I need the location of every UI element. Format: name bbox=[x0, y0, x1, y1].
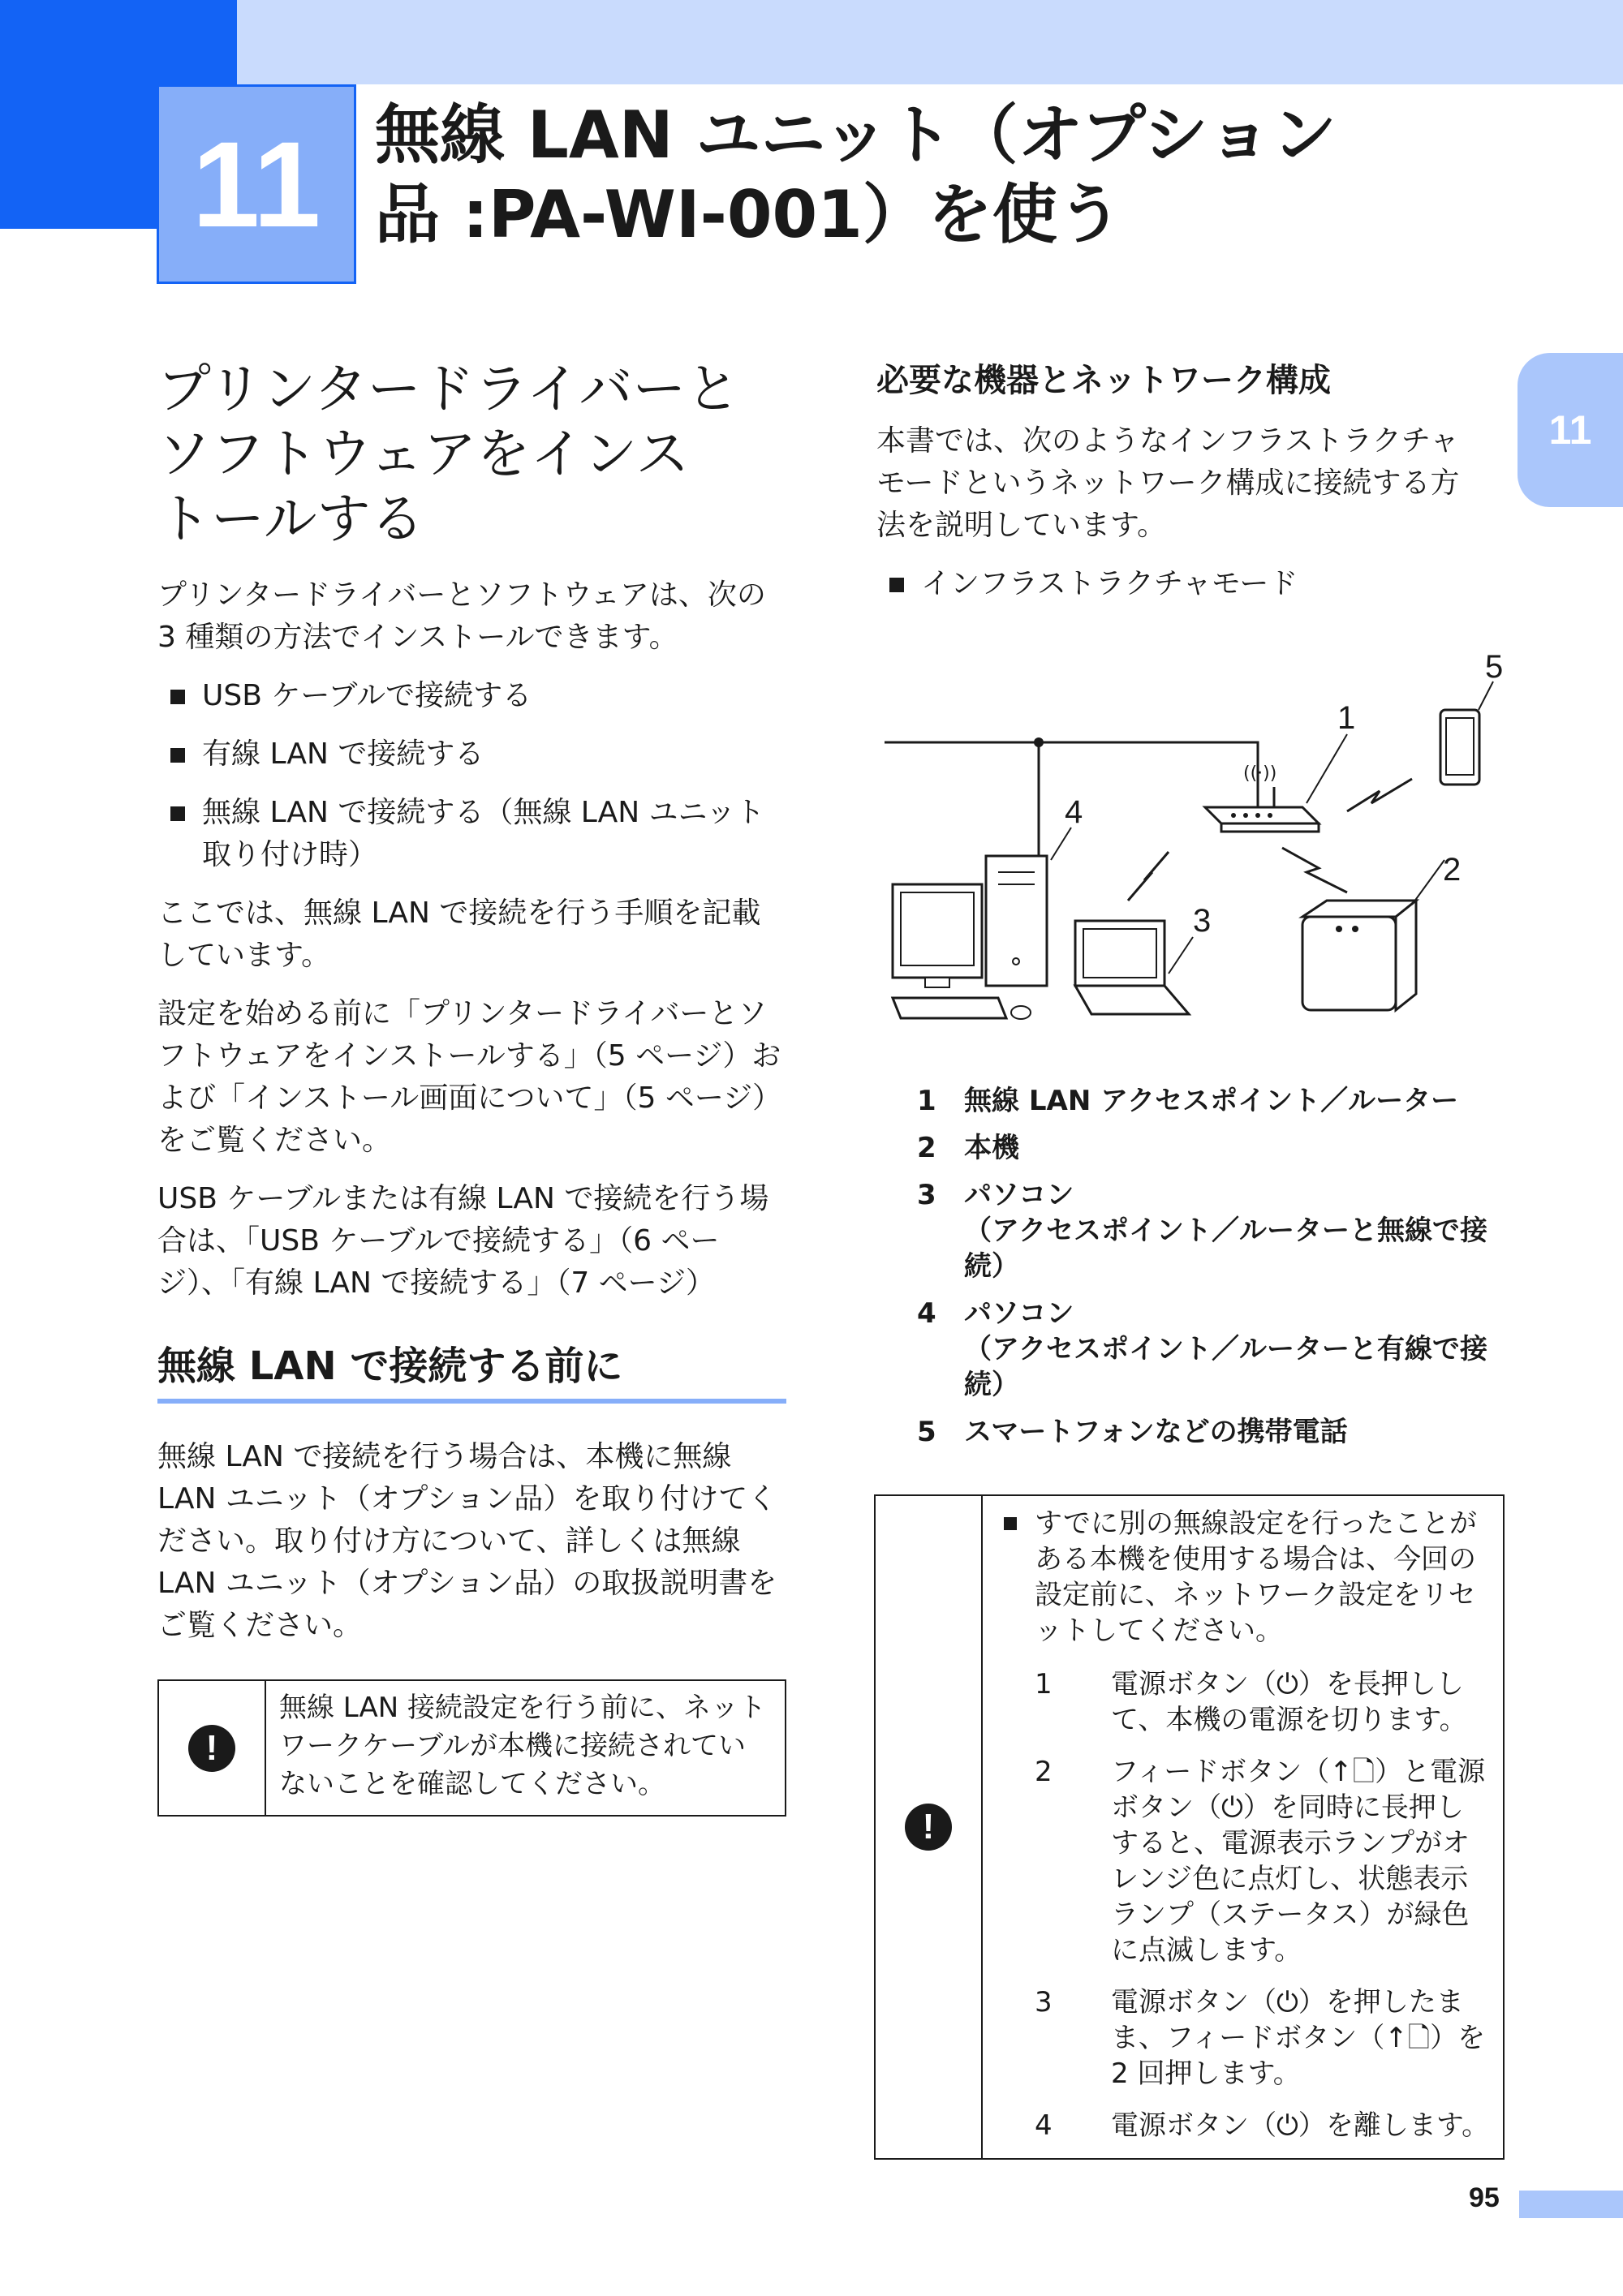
diagram-label: 5 bbox=[1485, 649, 1504, 685]
diagram-label: 4 bbox=[1065, 794, 1083, 830]
reset-step bbox=[1035, 2108, 1490, 2143]
network-diagram bbox=[876, 649, 1526, 1030]
wireless-signal-icon bbox=[1347, 779, 1412, 811]
step-number: 2 bbox=[1035, 1756, 1053, 1788]
diagram-legend bbox=[917, 1083, 1518, 1461]
chapter-title-line: 無線 LAN ユニット（オプション bbox=[375, 97, 1337, 173]
note-text: 無線 LAN 接続設定を行う前に、ネットワークケーブルが本機に接続されていないことを確認してください。 bbox=[265, 1680, 786, 1816]
list-item-text: 有線 LAN で接続する bbox=[202, 737, 484, 771]
legend-number: 2 bbox=[917, 1132, 936, 1164]
legend-number: 3 bbox=[917, 1179, 936, 1211]
bullet-square-icon bbox=[1004, 1517, 1017, 1530]
warning-icon: ! bbox=[188, 1725, 235, 1772]
chapter-title bbox=[375, 96, 1592, 255]
list-item bbox=[157, 675, 786, 717]
legend-item bbox=[917, 1083, 1518, 1119]
legend-text: パソコン bbox=[964, 1297, 1074, 1330]
body-paragraph: 設定を始める前に「プリンタードライバーとソフトウェアをインストールする」（5 ページ）および「インストール画面について」（5 ページ）をご覧ください。 bbox=[157, 997, 782, 1157]
legend-text: スマートフォンなどの携帯電話 bbox=[964, 1416, 1348, 1448]
important-note-table bbox=[874, 1494, 1505, 2160]
page-number-bar bbox=[1519, 2191, 1623, 2218]
section-title-line: トールする bbox=[157, 488, 424, 550]
bullet-square-icon bbox=[170, 748, 185, 763]
body-paragraph: 本書では、次のようなインフラストラクチャモードというネットワーク構成に接続する方法を説明しています。 bbox=[876, 424, 1460, 542]
diagram-label: 3 bbox=[1193, 903, 1212, 939]
section-title-line: ソフトウェアをインス bbox=[157, 423, 690, 485]
important-note-box bbox=[157, 1679, 786, 1817]
body-paragraph: USB ケーブルまたは有線 LAN で接続を行う場合は、「USB ケーブルで接続する」（6 ページ）、「有線 LAN で接続する」（7 ページ） bbox=[157, 1182, 769, 1300]
list-item bbox=[157, 792, 786, 876]
legend-text: 本機 bbox=[964, 1132, 1019, 1164]
right-column bbox=[876, 357, 1501, 621]
chapter-number: 11 bbox=[192, 115, 321, 252]
chapter-number-box bbox=[157, 84, 356, 284]
subsection-title: 無線 LAN で接続する前に bbox=[157, 1342, 786, 1404]
legend-text: 無線 LAN アクセスポイント／ルーター bbox=[964, 1085, 1459, 1117]
step-text: フィードボタン（↑🗋）と電源ボタン（⏻）を同時に長押しすると、電源表示ランプがオレンジ色に点灯し、状態表示ランプ（ステータス）が緑色に点滅します。 bbox=[1111, 1756, 1486, 1967]
step-number: 3 bbox=[1035, 1986, 1053, 2019]
reset-step bbox=[1035, 1666, 1490, 1738]
body-paragraph: ここでは、無線 LAN で接続を行う手順を記載しています。 bbox=[157, 896, 761, 972]
legend-subtext: （アクセスポイント／ルーターと有線で接続） bbox=[964, 1333, 1487, 1401]
wireless-signal-icon bbox=[1128, 852, 1169, 901]
wired-cable-line bbox=[1039, 742, 1258, 795]
diagram-label: 1 bbox=[1337, 700, 1356, 736]
subsection-title: 必要な機器とネットワーク構成 bbox=[876, 362, 1331, 399]
desktop-computer-icon bbox=[893, 856, 1047, 1019]
header-light-band bbox=[237, 0, 1623, 84]
reset-step bbox=[1035, 1754, 1490, 1968]
note-bullet-text: すでに別の無線設定を行ったことがある本機を使用する場合は、今回の設定前に、ネットワーク設定をリセットしてください。 bbox=[1035, 1507, 1478, 1647]
legend-text: パソコン bbox=[964, 1179, 1074, 1211]
svg-text:((·)): ((·)) bbox=[1243, 763, 1277, 784]
step-text: 電源ボタン（⏻）を長押しして、本機の電源を切ります。 bbox=[1111, 1668, 1467, 1736]
router-icon bbox=[1205, 763, 1319, 832]
legend-item bbox=[917, 1414, 1518, 1450]
connection-method-list bbox=[157, 675, 786, 876]
chapter-side-tab[interactable]: 11 bbox=[1518, 353, 1623, 507]
note-icon-cell bbox=[875, 1495, 982, 2159]
callout-line bbox=[1412, 860, 1444, 905]
warning-icon: ! bbox=[905, 1804, 952, 1851]
chapter-title-line: 品 :PA-WI-001）を使う bbox=[375, 177, 1122, 252]
legend-subtext: （アクセスポイント／ルーターと無線で接続） bbox=[964, 1215, 1487, 1283]
list-item-text: USB ケーブルで接続する bbox=[202, 679, 532, 712]
section-title bbox=[157, 357, 786, 552]
list-item bbox=[157, 733, 786, 776]
section-title-line: プリンタードライバーと bbox=[157, 358, 740, 420]
callout-line bbox=[1307, 734, 1347, 803]
junction-dot bbox=[1034, 737, 1044, 747]
step-text: 電源ボタン（⏻）を離します。 bbox=[1111, 2109, 1490, 2142]
reset-step bbox=[1035, 1984, 1490, 2092]
callout-line bbox=[1051, 828, 1071, 860]
bullet-square-icon bbox=[170, 806, 185, 821]
legend-item bbox=[917, 1296, 1518, 1403]
callout-line bbox=[1169, 937, 1193, 974]
note-bullet bbox=[1002, 1506, 1490, 1649]
legend-item bbox=[917, 1130, 1518, 1166]
list-item-text: 無線 LAN で接続する（無線 LAN ユニット取り付け時） bbox=[202, 796, 765, 871]
important-note-box-2 bbox=[874, 1494, 1505, 2160]
bullet-square-icon bbox=[889, 578, 904, 592]
page-number: 95 bbox=[1469, 2182, 1500, 2213]
note-icon-cell bbox=[158, 1680, 265, 1816]
callout-line bbox=[1479, 681, 1493, 710]
mode-list bbox=[876, 563, 1501, 605]
step-text: 電源ボタン（⏻）を押したまま、フィードボタン（↑🗋）を 2 回押します。 bbox=[1111, 1986, 1486, 2090]
step-number: 4 bbox=[1035, 2109, 1053, 2142]
note-content bbox=[982, 1495, 1504, 2159]
list-item bbox=[876, 563, 1501, 605]
legend-number: 5 bbox=[917, 1416, 936, 1448]
left-column bbox=[157, 357, 786, 1817]
bullet-square-icon bbox=[170, 690, 185, 704]
legend-item bbox=[917, 1177, 1518, 1284]
legend-number: 4 bbox=[917, 1297, 936, 1330]
diagram-label: 2 bbox=[1443, 852, 1462, 888]
list-item-text: インフラストラクチャモード bbox=[921, 567, 1298, 600]
body-paragraph: 無線 LAN で接続を行う場合は、本機に無線 LAN ユニット（オプション品）を取り付けてください。取り付け方について、詳しくは無線 LAN ユニット（オプション品）の取扱説明書をご覧ください。 bbox=[157, 1440, 777, 1642]
legend-number: 1 bbox=[917, 1085, 936, 1117]
wired-cable-line bbox=[885, 742, 1039, 856]
intro-paragraph: プリンタードライバーとソフトウェアは、次の 3 種類の方法でインストールできます。 bbox=[157, 578, 766, 654]
smartphone-icon bbox=[1440, 710, 1479, 785]
step-number: 1 bbox=[1035, 1668, 1053, 1701]
label-printer-icon bbox=[1302, 901, 1416, 1010]
wireless-signal-icon bbox=[1282, 848, 1347, 892]
